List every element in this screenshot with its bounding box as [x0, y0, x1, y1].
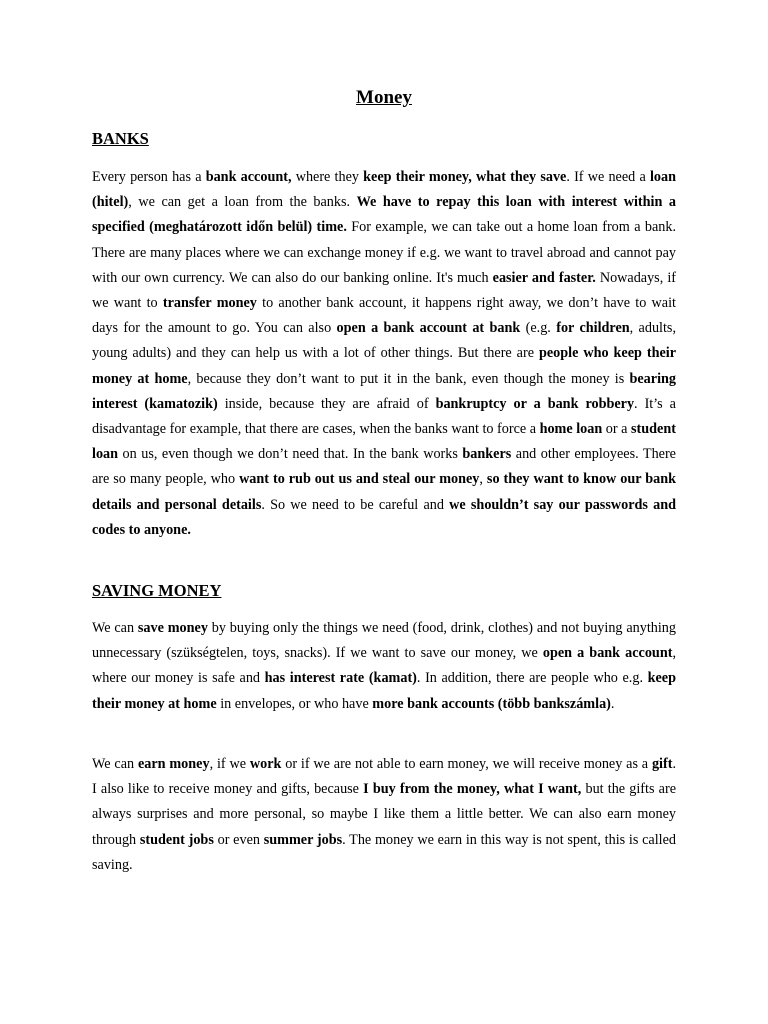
text-run: We can	[92, 620, 138, 636]
bold-text-run: We have to repay this loan with interest within a specified (meghatározott időn belül) time.	[92, 194, 676, 236]
text-run: or a	[602, 421, 632, 438]
text-run: , adults, young adults) and they can help us with a lot of other things. But there are	[92, 320, 676, 362]
bold-text-run: we shouldn’t say our passwords and codes to anyone.	[92, 496, 676, 538]
bold-text-run: people who keep their money at home	[92, 345, 676, 387]
text-run: on us, even though we don’t need that. In the bank works	[118, 446, 463, 463]
text-run: Every person has a	[92, 169, 206, 185]
bold-text-run: gift	[651, 756, 673, 772]
text-run: (e.g.	[520, 320, 557, 337]
bold-text-run: student jobs	[139, 831, 214, 848]
text-run: , if we	[209, 756, 250, 772]
bold-text-run: so they want to know our bank details and personal details	[92, 471, 676, 513]
bold-text-run: bankruptcy or a bank robbery	[435, 395, 635, 412]
bold-text-run: easier and faster.	[492, 269, 596, 286]
bold-text-run: open a bank account at bank	[336, 320, 521, 337]
bold-text-run: earn money	[137, 756, 210, 772]
bold-text-run: summer jobs	[263, 831, 343, 848]
text-run: or even	[213, 831, 264, 848]
section-heading-saving-money: SAVING MONEY	[92, 581, 222, 600]
text-run: . If we need a	[566, 169, 650, 185]
text-run: .	[610, 695, 615, 712]
bold-text-run: for children	[556, 320, 630, 337]
text-run: inside, because they are afraid of	[217, 395, 436, 412]
bold-text-run: student loan	[92, 421, 676, 463]
text-run: , because they don’t want to put it in the bank, even though the money is	[187, 370, 630, 387]
bold-text-run: I buy from the money, what I want,	[363, 781, 582, 798]
bold-text-run: more bank accounts (több bankszámla)	[372, 695, 611, 712]
text-run: . In addition, there are people who e.g.	[416, 670, 648, 687]
text-run: but the gifts are always surprises and more personal, so maybe I like them a little better. We can also earn money through	[92, 781, 676, 848]
text-run: For example, we can take out a home loan from a bank. There are many places where we can exchange money if e.g. we want to travel abroad and cannot pay with our own currency. We can also do our banking online. It's much	[92, 219, 677, 286]
text-run: in envelopes, or who have	[216, 695, 373, 712]
text-run: by buying only the things we need (food, drink, clothes) and not buying anything unnecessary (szükségtelen, toys, snacks). If we want to save our money, we	[92, 620, 676, 662]
bold-text-run: want to rub out us and steal our money	[239, 471, 480, 488]
document-title: Money	[356, 87, 412, 108]
bold-text-run: loan (hitel)	[92, 169, 676, 211]
text-run: ,	[479, 471, 487, 488]
text-run: to another bank account, it happens right away, we don’t have to wait days for the amount to go. You can also	[92, 295, 676, 337]
paragraph-saving-money-1	[92, 616, 676, 717]
text-run: , where our money is safe and	[92, 645, 676, 687]
bold-text-run: keep their money, what they save	[363, 169, 567, 185]
text-run: . The money we earn in this way is not spent, this is called saving.	[92, 831, 677, 873]
text-run: . I also like to receive money and gifts, because	[92, 756, 676, 798]
bold-text-run: has interest rate (kamat)	[264, 670, 417, 687]
text-run: . It’s a disadvantage for example, that there are cases, when the banks want to force a	[92, 395, 676, 438]
text-run: and other employees. There are so many people, who	[92, 446, 676, 488]
section-heading-banks: BANKS	[92, 129, 149, 148]
text-run: Nowadays, if we want to	[92, 269, 676, 312]
bold-text-run: save money	[137, 620, 208, 636]
bold-text-run: bankers	[462, 446, 512, 463]
bold-text-run: bank account,	[205, 169, 292, 185]
bold-text-run: keep their money at home	[92, 670, 676, 712]
text-run: or if we are not able to earn money, we will receive money as a	[281, 756, 652, 772]
text-run: , we can get a loan from the banks.	[128, 194, 357, 211]
bold-text-run: bearing interest (kamatozik)	[92, 370, 676, 412]
paragraph-banks	[92, 165, 676, 543]
text-run: . So we need to be careful and	[261, 496, 450, 513]
bold-text-run: open a bank account	[542, 645, 673, 662]
text-run: where they	[291, 169, 364, 185]
bold-text-run: work	[249, 756, 282, 772]
text-run: We can	[92, 756, 138, 772]
paragraph-saving-money-2	[92, 752, 676, 878]
bold-text-run: transfer money	[162, 295, 257, 312]
bold-text-run: home loan	[539, 421, 603, 438]
